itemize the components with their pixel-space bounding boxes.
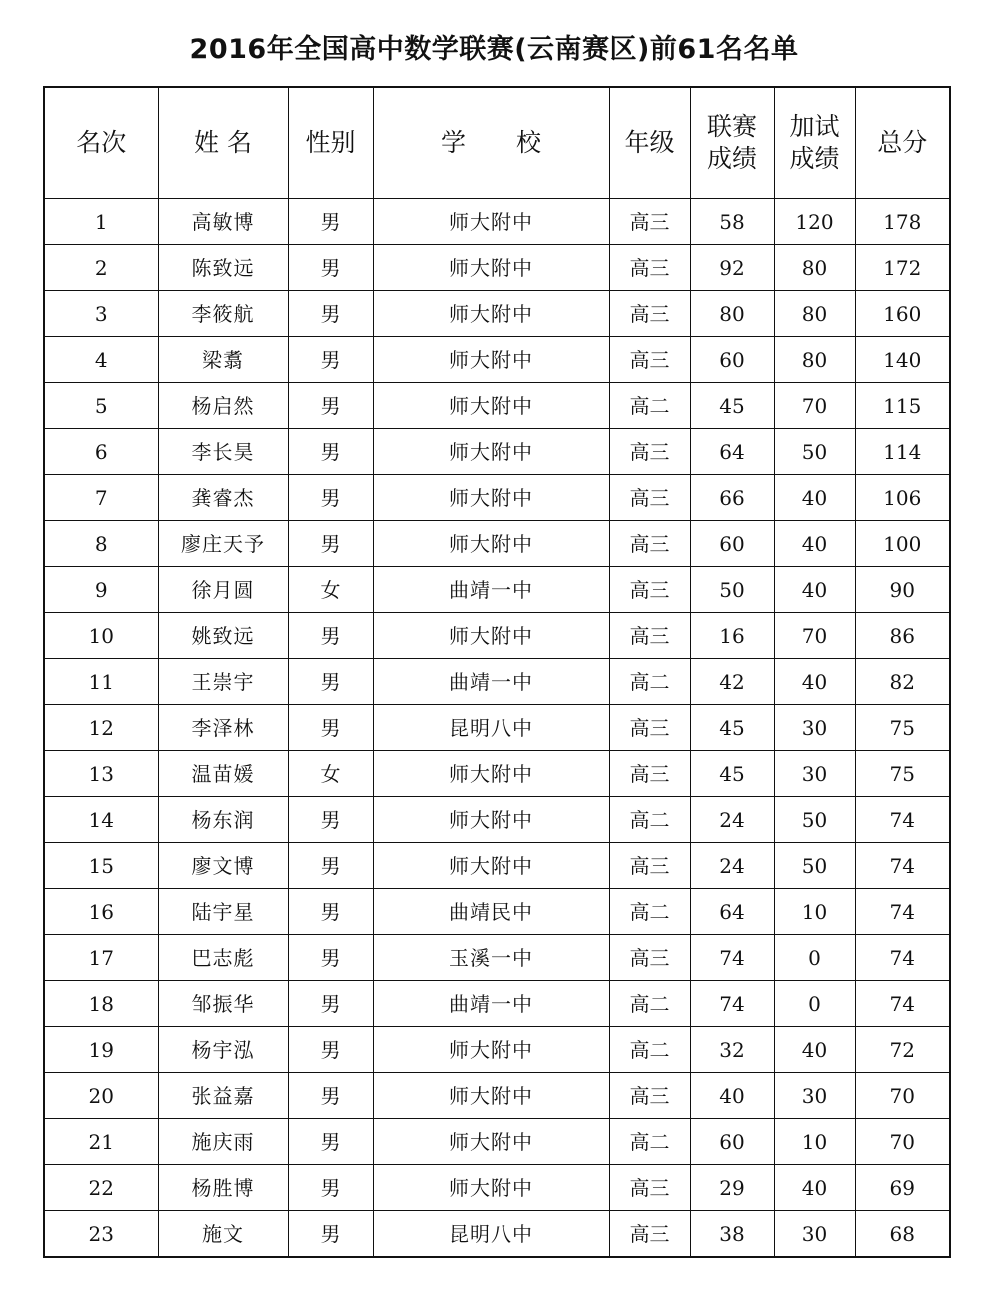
school-cell: 师大附中 — [373, 1073, 609, 1119]
total-cell: 75 — [855, 705, 950, 751]
total-cell: 160 — [855, 291, 950, 337]
extra-score-cell: 50 — [774, 843, 855, 889]
school-cell: 玉溪一中 — [373, 935, 609, 981]
name-cell: 施庆雨 — [158, 1119, 288, 1165]
school-cell: 师大附中 — [373, 245, 609, 291]
total-cell: 74 — [855, 981, 950, 1027]
grade-cell: 高三 — [609, 613, 690, 659]
gender-cell: 男 — [288, 1027, 373, 1073]
header-school: 学 校 — [373, 87, 609, 199]
gender-cell: 男 — [288, 1211, 373, 1258]
grade-cell: 高二 — [609, 1027, 690, 1073]
league-score-cell: 50 — [690, 567, 774, 613]
rank-cell: 19 — [44, 1027, 158, 1073]
header-league-score-label: 联赛成绩 — [706, 112, 757, 173]
grade-cell: 高三 — [609, 199, 690, 245]
table-row — [44, 613, 950, 659]
school-cell: 曲靖一中 — [373, 659, 609, 705]
gender-cell: 男 — [288, 1073, 373, 1119]
total-cell: 74 — [855, 797, 950, 843]
total-cell: 74 — [855, 889, 950, 935]
gender-cell: 男 — [288, 291, 373, 337]
gender-cell: 女 — [288, 751, 373, 797]
league-score-cell: 42 — [690, 659, 774, 705]
extra-score-cell: 10 — [774, 889, 855, 935]
name-cell: 施文 — [158, 1211, 288, 1258]
grade-cell: 高三 — [609, 429, 690, 475]
school-cell: 昆明八中 — [373, 1211, 609, 1258]
grade-cell: 高三 — [609, 245, 690, 291]
school-cell: 师大附中 — [373, 475, 609, 521]
total-cell: 75 — [855, 751, 950, 797]
league-score-cell: 45 — [690, 751, 774, 797]
header-gender: 性别 — [288, 87, 373, 199]
school-cell: 曲靖民中 — [373, 889, 609, 935]
name-cell: 高敏博 — [158, 199, 288, 245]
name-cell: 王崇宇 — [158, 659, 288, 705]
rank-cell: 17 — [44, 935, 158, 981]
extra-score-cell: 40 — [774, 521, 855, 567]
rank-cell: 5 — [44, 383, 158, 429]
school-cell: 师大附中 — [373, 1165, 609, 1211]
extra-score-cell: 30 — [774, 1211, 855, 1258]
grade-cell: 高三 — [609, 567, 690, 613]
league-score-cell: 60 — [690, 337, 774, 383]
gender-cell: 男 — [288, 475, 373, 521]
name-cell: 李筱航 — [158, 291, 288, 337]
league-score-cell: 40 — [690, 1073, 774, 1119]
table-row — [44, 843, 950, 889]
rank-cell: 14 — [44, 797, 158, 843]
total-cell: 114 — [855, 429, 950, 475]
grade-cell: 高二 — [609, 1119, 690, 1165]
table-row — [44, 245, 950, 291]
rank-cell: 6 — [44, 429, 158, 475]
table-row — [44, 1211, 950, 1258]
grade-cell: 高三 — [609, 843, 690, 889]
school-cell: 师大附中 — [373, 751, 609, 797]
total-cell: 70 — [855, 1119, 950, 1165]
school-cell: 曲靖一中 — [373, 567, 609, 613]
league-score-cell: 32 — [690, 1027, 774, 1073]
table-body — [44, 199, 950, 1258]
extra-score-cell: 30 — [774, 1073, 855, 1119]
table-row — [44, 429, 950, 475]
league-score-cell: 60 — [690, 1119, 774, 1165]
rank-cell: 11 — [44, 659, 158, 705]
table-row — [44, 889, 950, 935]
header-rank: 名次 — [44, 87, 158, 199]
school-cell: 昆明八中 — [373, 705, 609, 751]
extra-score-cell: 0 — [774, 935, 855, 981]
extra-score-cell: 120 — [774, 199, 855, 245]
gender-cell: 男 — [288, 383, 373, 429]
league-score-cell: 64 — [690, 889, 774, 935]
total-cell: 82 — [855, 659, 950, 705]
league-score-cell: 60 — [690, 521, 774, 567]
table-row — [44, 1119, 950, 1165]
name-cell: 陆宇星 — [158, 889, 288, 935]
league-score-cell: 74 — [690, 935, 774, 981]
rank-cell: 2 — [44, 245, 158, 291]
league-score-cell: 66 — [690, 475, 774, 521]
league-score-cell: 64 — [690, 429, 774, 475]
league-score-cell: 74 — [690, 981, 774, 1027]
ranking-table — [43, 86, 951, 1258]
grade-cell: 高三 — [609, 291, 690, 337]
grade-cell: 高三 — [609, 521, 690, 567]
school-cell: 师大附中 — [373, 337, 609, 383]
rank-cell: 15 — [44, 843, 158, 889]
rank-cell: 1 — [44, 199, 158, 245]
name-cell: 张益嘉 — [158, 1073, 288, 1119]
rank-cell: 7 — [44, 475, 158, 521]
grade-cell: 高二 — [609, 797, 690, 843]
name-cell: 李长昊 — [158, 429, 288, 475]
grade-cell: 高三 — [609, 751, 690, 797]
grade-cell: 高三 — [609, 935, 690, 981]
extra-score-cell: 80 — [774, 337, 855, 383]
gender-cell: 男 — [288, 337, 373, 383]
grade-cell: 高二 — [609, 981, 690, 1027]
header-total: 总分 — [855, 87, 950, 199]
extra-score-cell: 70 — [774, 613, 855, 659]
rank-cell: 18 — [44, 981, 158, 1027]
document-title: 2016年全国高中数学联赛(云南赛区)前61名名单 — [189, 34, 799, 66]
extra-score-cell: 40 — [774, 567, 855, 613]
league-score-cell: 16 — [690, 613, 774, 659]
total-cell: 100 — [855, 521, 950, 567]
rank-cell: 8 — [44, 521, 158, 567]
rank-cell: 22 — [44, 1165, 158, 1211]
school-cell: 师大附中 — [373, 613, 609, 659]
total-cell: 70 — [855, 1073, 950, 1119]
header-row — [44, 87, 950, 199]
school-cell: 师大附中 — [373, 199, 609, 245]
school-cell: 师大附中 — [373, 1119, 609, 1165]
grade-cell: 高三 — [609, 1073, 690, 1119]
extra-score-cell: 70 — [774, 383, 855, 429]
total-cell: 172 — [855, 245, 950, 291]
league-score-cell: 92 — [690, 245, 774, 291]
table-row — [44, 383, 950, 429]
rank-cell: 23 — [44, 1211, 158, 1258]
rank-cell: 20 — [44, 1073, 158, 1119]
extra-score-cell: 40 — [774, 1027, 855, 1073]
name-cell: 廖文博 — [158, 843, 288, 889]
table-row — [44, 1027, 950, 1073]
total-cell: 90 — [855, 567, 950, 613]
rank-cell: 3 — [44, 291, 158, 337]
grade-cell: 高三 — [609, 1165, 690, 1211]
gender-cell: 男 — [288, 521, 373, 567]
total-cell: 86 — [855, 613, 950, 659]
rank-cell: 16 — [44, 889, 158, 935]
gender-cell: 男 — [288, 843, 373, 889]
name-cell: 杨胜博 — [158, 1165, 288, 1211]
header-extra-score-label: 加试成绩 — [789, 112, 840, 173]
name-cell: 姚致远 — [158, 613, 288, 659]
table-row — [44, 337, 950, 383]
name-cell: 邹振华 — [158, 981, 288, 1027]
rank-cell: 12 — [44, 705, 158, 751]
grade-cell: 高二 — [609, 889, 690, 935]
table-row — [44, 521, 950, 567]
gender-cell: 男 — [288, 429, 373, 475]
table-row — [44, 797, 950, 843]
name-cell: 杨东润 — [158, 797, 288, 843]
table-row — [44, 567, 950, 613]
table-row — [44, 1165, 950, 1211]
table-row — [44, 199, 950, 245]
total-cell: 115 — [855, 383, 950, 429]
total-cell: 178 — [855, 199, 950, 245]
school-cell: 曲靖一中 — [373, 981, 609, 1027]
name-cell: 温苗媛 — [158, 751, 288, 797]
name-cell: 李泽林 — [158, 705, 288, 751]
name-cell: 廖庄天予 — [158, 521, 288, 567]
school-cell: 师大附中 — [373, 383, 609, 429]
league-score-cell: 24 — [690, 843, 774, 889]
rank-cell: 10 — [44, 613, 158, 659]
extra-score-cell: 0 — [774, 981, 855, 1027]
table-row — [44, 705, 950, 751]
header-name: 姓 名 — [158, 87, 288, 199]
name-cell: 龚睿杰 — [158, 475, 288, 521]
grade-cell: 高二 — [609, 383, 690, 429]
extra-score-cell: 30 — [774, 751, 855, 797]
extra-score-cell: 30 — [774, 705, 855, 751]
name-cell: 梁翥 — [158, 337, 288, 383]
gender-cell: 男 — [288, 199, 373, 245]
extra-score-cell: 50 — [774, 429, 855, 475]
school-cell: 师大附中 — [373, 521, 609, 567]
name-cell: 巴志彪 — [158, 935, 288, 981]
rank-cell: 9 — [44, 567, 158, 613]
table-row — [44, 1073, 950, 1119]
total-cell: 106 — [855, 475, 950, 521]
gender-cell: 男 — [288, 981, 373, 1027]
gender-cell: 男 — [288, 1119, 373, 1165]
extra-score-cell: 10 — [774, 1119, 855, 1165]
table-row — [44, 981, 950, 1027]
name-cell: 徐月圆 — [158, 567, 288, 613]
header-grade: 年级 — [609, 87, 690, 199]
gender-cell: 男 — [288, 613, 373, 659]
league-score-cell: 29 — [690, 1165, 774, 1211]
grade-cell: 高三 — [609, 475, 690, 521]
gender-cell: 男 — [288, 935, 373, 981]
total-cell: 140 — [855, 337, 950, 383]
extra-score-cell: 50 — [774, 797, 855, 843]
name-cell: 杨宇泓 — [158, 1027, 288, 1073]
gender-cell: 男 — [288, 1165, 373, 1211]
school-cell: 师大附中 — [373, 797, 609, 843]
total-cell: 74 — [855, 935, 950, 981]
rank-cell: 13 — [44, 751, 158, 797]
extra-score-cell: 40 — [774, 1165, 855, 1211]
grade-cell: 高三 — [609, 705, 690, 751]
header-extra-score — [774, 87, 855, 199]
table-row — [44, 659, 950, 705]
school-cell: 师大附中 — [373, 291, 609, 337]
school-cell: 师大附中 — [373, 843, 609, 889]
league-score-cell: 80 — [690, 291, 774, 337]
total-cell: 74 — [855, 843, 950, 889]
gender-cell: 女 — [288, 567, 373, 613]
grade-cell: 高三 — [609, 1211, 690, 1258]
league-score-cell: 58 — [690, 199, 774, 245]
gender-cell: 男 — [288, 889, 373, 935]
extra-score-cell: 40 — [774, 475, 855, 521]
table-row — [44, 475, 950, 521]
table-row — [44, 935, 950, 981]
extra-score-cell: 80 — [774, 291, 855, 337]
gender-cell: 男 — [288, 659, 373, 705]
school-cell: 师大附中 — [373, 429, 609, 475]
league-score-cell: 45 — [690, 383, 774, 429]
extra-score-cell: 80 — [774, 245, 855, 291]
total-cell: 69 — [855, 1165, 950, 1211]
rank-cell: 21 — [44, 1119, 158, 1165]
league-score-cell: 38 — [690, 1211, 774, 1258]
total-cell: 68 — [855, 1211, 950, 1258]
grade-cell: 高三 — [609, 337, 690, 383]
gender-cell: 男 — [288, 245, 373, 291]
gender-cell: 男 — [288, 705, 373, 751]
table-row — [44, 751, 950, 797]
school-cell: 师大附中 — [373, 1027, 609, 1073]
league-score-cell: 45 — [690, 705, 774, 751]
gender-cell: 男 — [288, 797, 373, 843]
header-league-score — [690, 87, 774, 199]
extra-score-cell: 40 — [774, 659, 855, 705]
grade-cell: 高二 — [609, 659, 690, 705]
name-cell: 杨启然 — [158, 383, 288, 429]
name-cell: 陈致远 — [158, 245, 288, 291]
table-row — [44, 291, 950, 337]
rank-cell: 4 — [44, 337, 158, 383]
total-cell: 72 — [855, 1027, 950, 1073]
league-score-cell: 24 — [690, 797, 774, 843]
